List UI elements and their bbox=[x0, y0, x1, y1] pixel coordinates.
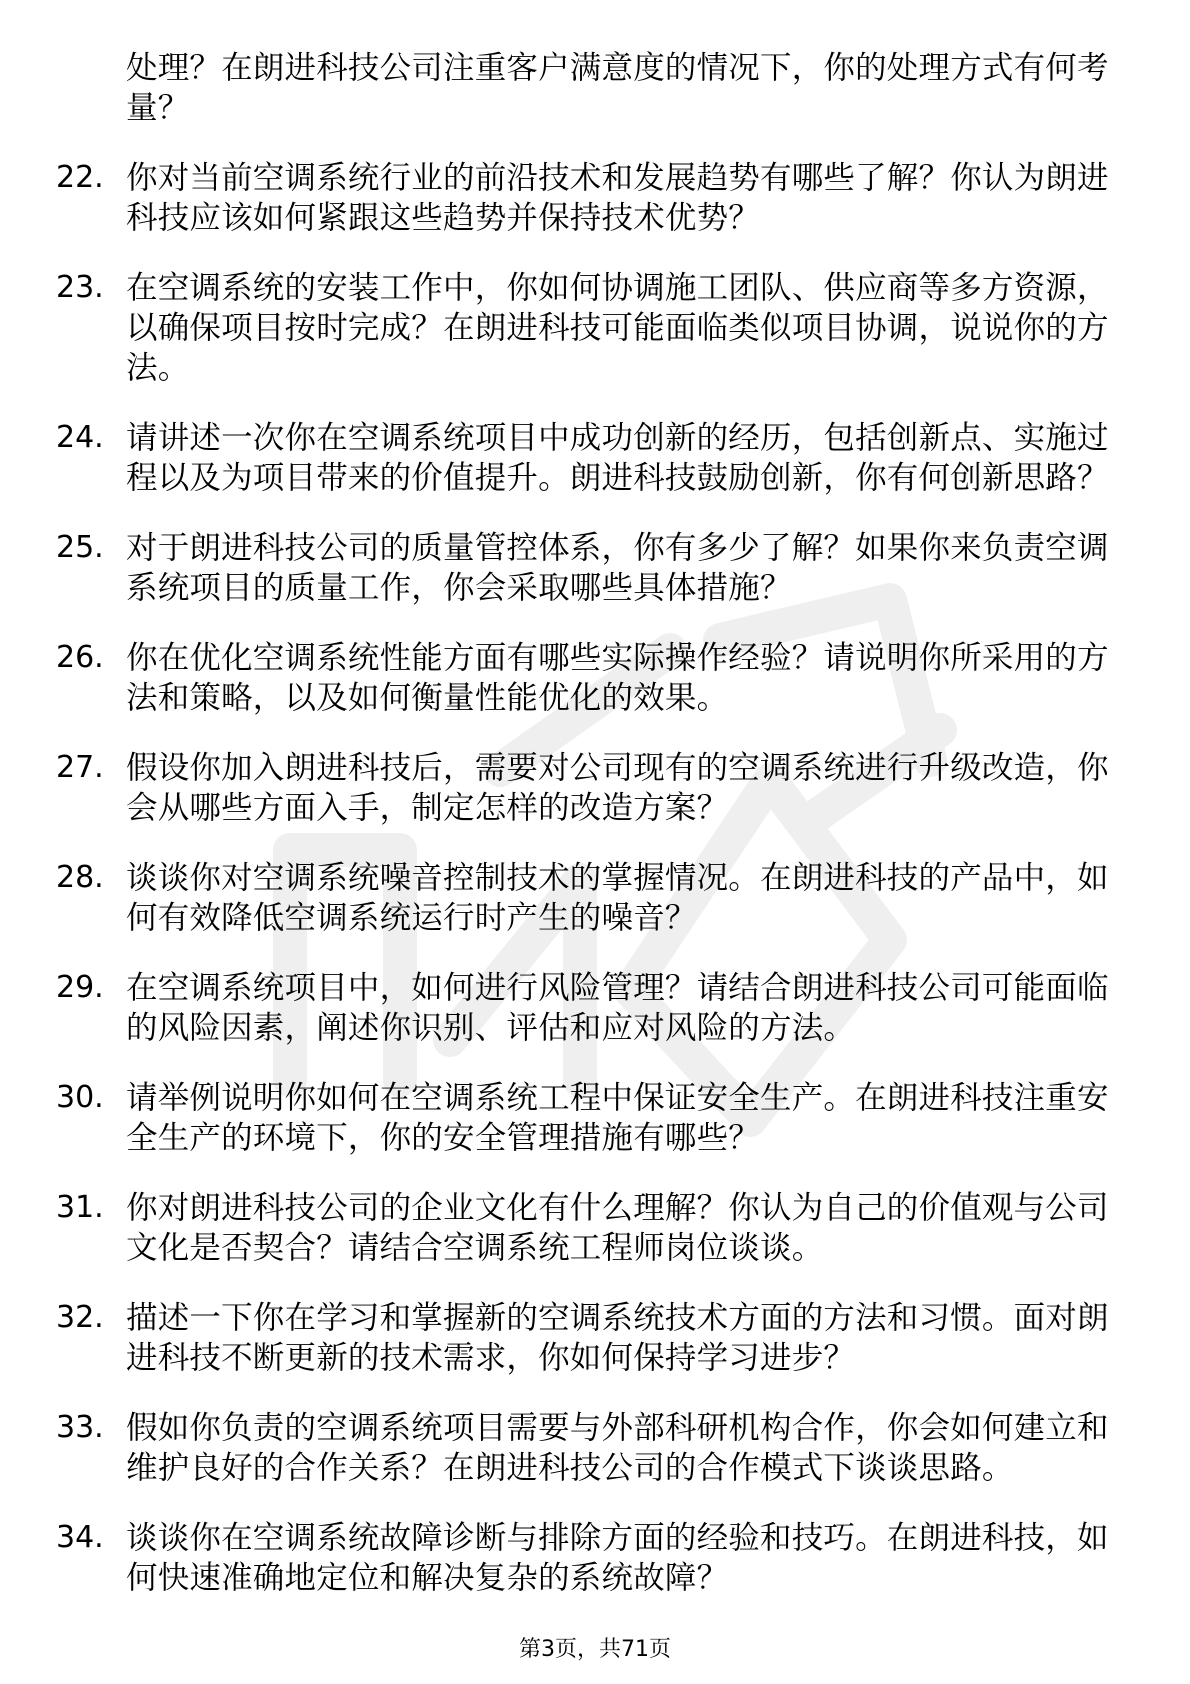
question-item bbox=[56, 268, 1116, 388]
question-text: 谈谈你对空调系统噪音控制技术的掌握情况。在朗进科技的产品中，如何有效降低空调系统运行时产生的噪音？ bbox=[126, 860, 1109, 936]
question-text: 在空调系统项目中，如何进行风险管理？请结合朗进科技公司可能面临的风险因素，阐述你识别、评估和应对风险的方法。 bbox=[126, 970, 1109, 1046]
question-number: 25. bbox=[56, 530, 104, 565]
question-text: 对于朗进科技公司的质量管控体系，你有多少了解？如果你来负责空调系统项目的质量工作，你会采取哪些具体措施？ bbox=[126, 530, 1109, 606]
question-text: 在空调系统的安装工作中，你如何协调施工团队、供应商等多方资源，以确保项目按时完成？在朗进科技可能面临类似项目协调，说说你的方法。 bbox=[126, 270, 1109, 386]
question-item bbox=[56, 1298, 1116, 1378]
question-number: 32. bbox=[56, 1300, 104, 1335]
question-item bbox=[56, 1078, 1116, 1158]
question-text: 请讲述一次你在空调系统项目中成功创新的经历，包括创新点、实施过程以及为项目带来的价值提升。朗进科技鼓励创新，你有何创新思路？ bbox=[126, 420, 1109, 496]
question-number: 34. bbox=[56, 1520, 104, 1555]
question-number: 23. bbox=[56, 270, 104, 305]
question-list bbox=[56, 48, 1116, 1628]
question-item bbox=[56, 418, 1116, 498]
question-number: 22. bbox=[56, 160, 104, 195]
question-number: 33. bbox=[56, 1410, 104, 1445]
question-text: 谈谈你在空调系统故障诊断与排除方面的经验和技巧。在朗进科技，如何快速准确地定位和解决复杂的系统故障？ bbox=[126, 1520, 1109, 1596]
question-text: 你对当前空调系统行业的前沿技术和发展趋势有哪些了解？你认为朗进科技应该如何紧跟这些趋势并保持技术优势？ bbox=[126, 160, 1109, 236]
page-number-footer: 第3页，共71页 bbox=[519, 1637, 671, 1662]
question-item bbox=[56, 968, 1116, 1048]
question-item bbox=[56, 48, 1116, 128]
question-item bbox=[56, 1518, 1116, 1598]
question-item bbox=[56, 638, 1116, 718]
question-item bbox=[56, 1408, 1116, 1488]
question-number: 31. bbox=[56, 1190, 104, 1225]
question-number: 27. bbox=[56, 750, 104, 785]
question-number: 28. bbox=[56, 860, 104, 895]
question-text: 处理？在朗进科技公司注重客户满意度的情况下，你的处理方式有何考量？ bbox=[126, 50, 1109, 126]
question-item bbox=[56, 1188, 1116, 1268]
question-text: 假如你负责的空调系统项目需要与外部科研机构合作，你会如何建立和维护良好的合作关系？在朗进科技公司的合作模式下谈谈思路。 bbox=[126, 1410, 1109, 1486]
question-text: 请举例说明你如何在空调系统工程中保证安全生产。在朗进科技注重安全生产的环境下，你的安全管理措施有哪些？ bbox=[126, 1080, 1109, 1156]
question-item bbox=[56, 748, 1116, 828]
question-number: 26. bbox=[56, 640, 104, 675]
question-text: 假设你加入朗进科技后，需要对公司现有的空调系统进行升级改造，你会从哪些方面入手，制定怎样的改造方案？ bbox=[126, 750, 1109, 826]
question-text: 你在优化空调系统性能方面有哪些实际操作经验？请说明你所采用的方法和策略，以及如何衡量性能优化的效果。 bbox=[126, 640, 1109, 716]
question-item bbox=[56, 528, 1116, 608]
question-text: 你对朗进科技公司的企业文化有什么理解？你认为自己的价值观与公司文化是否契合？请结合空调系统工程师岗位谈谈。 bbox=[126, 1190, 1109, 1266]
question-number: 29. bbox=[56, 970, 104, 1005]
question-item bbox=[56, 858, 1116, 938]
question-item bbox=[56, 158, 1116, 238]
question-text: 描述一下你在学习和掌握新的空调系统技术方面的方法和习惯。面对朗进科技不断更新的技术需求，你如何保持学习进步？ bbox=[126, 1300, 1109, 1376]
question-number: 30. bbox=[56, 1080, 104, 1115]
question-number: 24. bbox=[56, 420, 104, 455]
